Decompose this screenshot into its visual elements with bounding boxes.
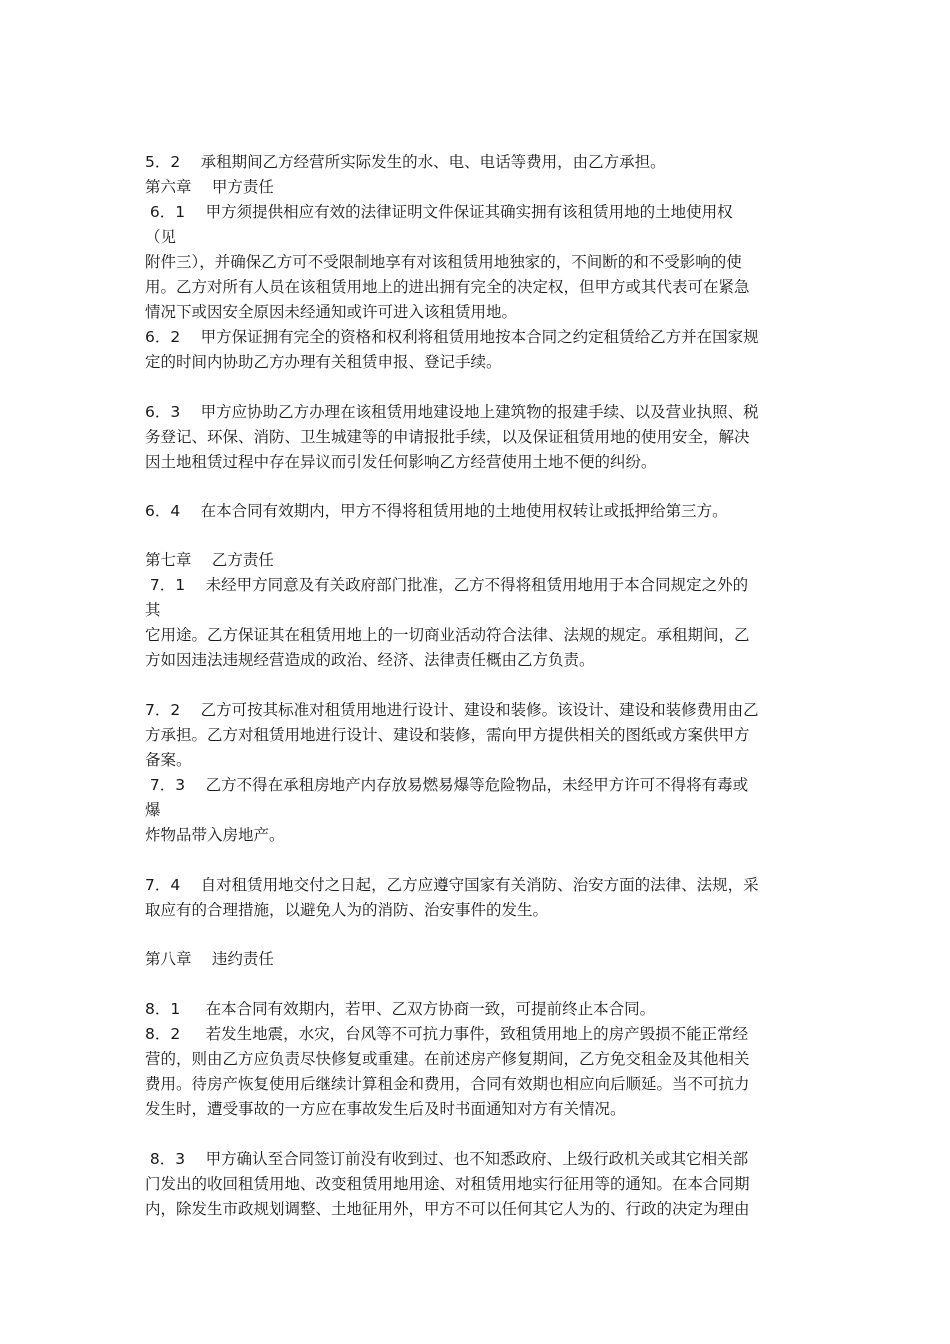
text-line: 7．1 未经甲方同意及有关政府部门批准，乙方不得将租赁用地用于本合同规定之外的 xyxy=(145,576,749,594)
text-line: 7．4 自对租赁用地交付之日起，乙方应遵守国家有关消防、治安方面的法律、法规，采 xyxy=(145,876,759,894)
text-line: （见 xyxy=(145,228,177,246)
chapter-heading: 第八章 违约责任 xyxy=(145,950,274,968)
text-line: 8．3 甲方确认至合同签订前没有收到过、也不知悉政府、上级行政机关或其它相关部 xyxy=(145,1150,749,1168)
text-line: 费用。待房产恢复使用后继续计算租金和费用，合同有效期也相应向后顺延。当不可抗力 xyxy=(145,1075,750,1093)
text-line: 7．3 乙方不得在承租房地产内存放易燃易爆等危险物品，未经甲方许可不得将有毒或 xyxy=(145,776,749,794)
text-line: 7．2 乙方可按其标准对租赁用地进行设计、建设和装修。该设计、建设和装修费用由乙 xyxy=(145,701,759,719)
chapter-heading: 第七章 乙方责任 xyxy=(145,551,274,569)
text-line: 务登记、环保、消防、卫生城建等的申请报批手续，以及保证租赁用地的使用安全，解决 xyxy=(145,428,750,446)
text-line: 备案。 xyxy=(145,751,192,769)
text-line: 炸物品带入房地产。 xyxy=(145,826,285,844)
text-line: 其 xyxy=(145,601,161,619)
text-line: 营的，则由乙方应负责尽快修复或重建。在前述房产修复期间，乙方免交租金及其他相关 xyxy=(145,1050,750,1068)
text-line: 方承担。乙方对租赁用地进行设计、建设和装修，需向甲方提供相关的图纸或方案供甲方 xyxy=(145,726,750,744)
text-line: 8．2 若发生地震，水灾，台风等不可抗力事件，致租赁用地上的房产毁损不能正常经 xyxy=(145,1025,749,1043)
text-line: 方如因违法违规经营造成的政治、经济、法律责任概由乙方负责。 xyxy=(145,651,595,669)
text-line: 6．4 在本合同有效期内，甲方不得将租赁用地的土地使用权转让或抵押给第三方。 xyxy=(145,502,728,520)
text-line: 门发出的收回租赁用地、改变租赁用地用途、对租赁用地实行征用等的通知。在本合同期 xyxy=(145,1175,750,1193)
text-line: 6．1 甲方须提供相应有效的法律证明文件保证其确实拥有该租赁用地的土地使用权 xyxy=(145,203,733,221)
text-line: 用。乙方对所有人员在该租赁用地上的进出拥有完全的决定权，但甲方或其代表可在紧急 xyxy=(145,278,750,296)
text-line: 爆 xyxy=(145,801,161,819)
chapter-heading: 第六章 甲方责任 xyxy=(145,178,274,196)
text-line: 发生时，遭受事故的一方应在事故发生后及时书面通知对方有关情况。 xyxy=(145,1100,626,1118)
text-line: 内，除发生市政规划调整、土地征用外，甲方不可以任何其它人为的、行政的决定为理由 xyxy=(145,1200,750,1218)
text-line: 它用途。乙方保证其在租赁用地上的一切商业活动符合法律、法规的规定。承租期间，乙 xyxy=(145,626,750,644)
text-line: 6．2 甲方保证拥有完全的资格和权利将租赁用地按本合同之约定租赁给乙方并在国家规 xyxy=(145,328,759,346)
text-line: 8．1 在本合同有效期内，若甲、乙双方协商一致，可提前终止本合同。 xyxy=(145,1000,656,1018)
text-line: 因土地租赁过程中存在异议而引发任何影响乙方经营使用土地不便的纠纷。 xyxy=(145,453,657,471)
text-line: 5．2 承租期间乙方经营所实际发生的水、电、电话等费用，由乙方承担。 xyxy=(145,153,666,171)
text-line: 附件三），并确保乙方可不受限制地享有对该租赁用地独家的，不间断的和不受影响的使 xyxy=(145,253,742,271)
text-line: 6．3 甲方应协助乙方办理在该租赁用地建设地上建筑物的报建手续、以及营业执照、税 xyxy=(145,403,759,421)
text-line: 取应有的合理措施，以避免人为的消防、治安事件的发生。 xyxy=(145,901,549,919)
text-line: 定的时间内协助乙方办理有关租赁申报、登记手续。 xyxy=(145,353,502,371)
text-line: 情况下或因安全原因未经通知或许可进入该租赁用地。 xyxy=(145,303,518,321)
